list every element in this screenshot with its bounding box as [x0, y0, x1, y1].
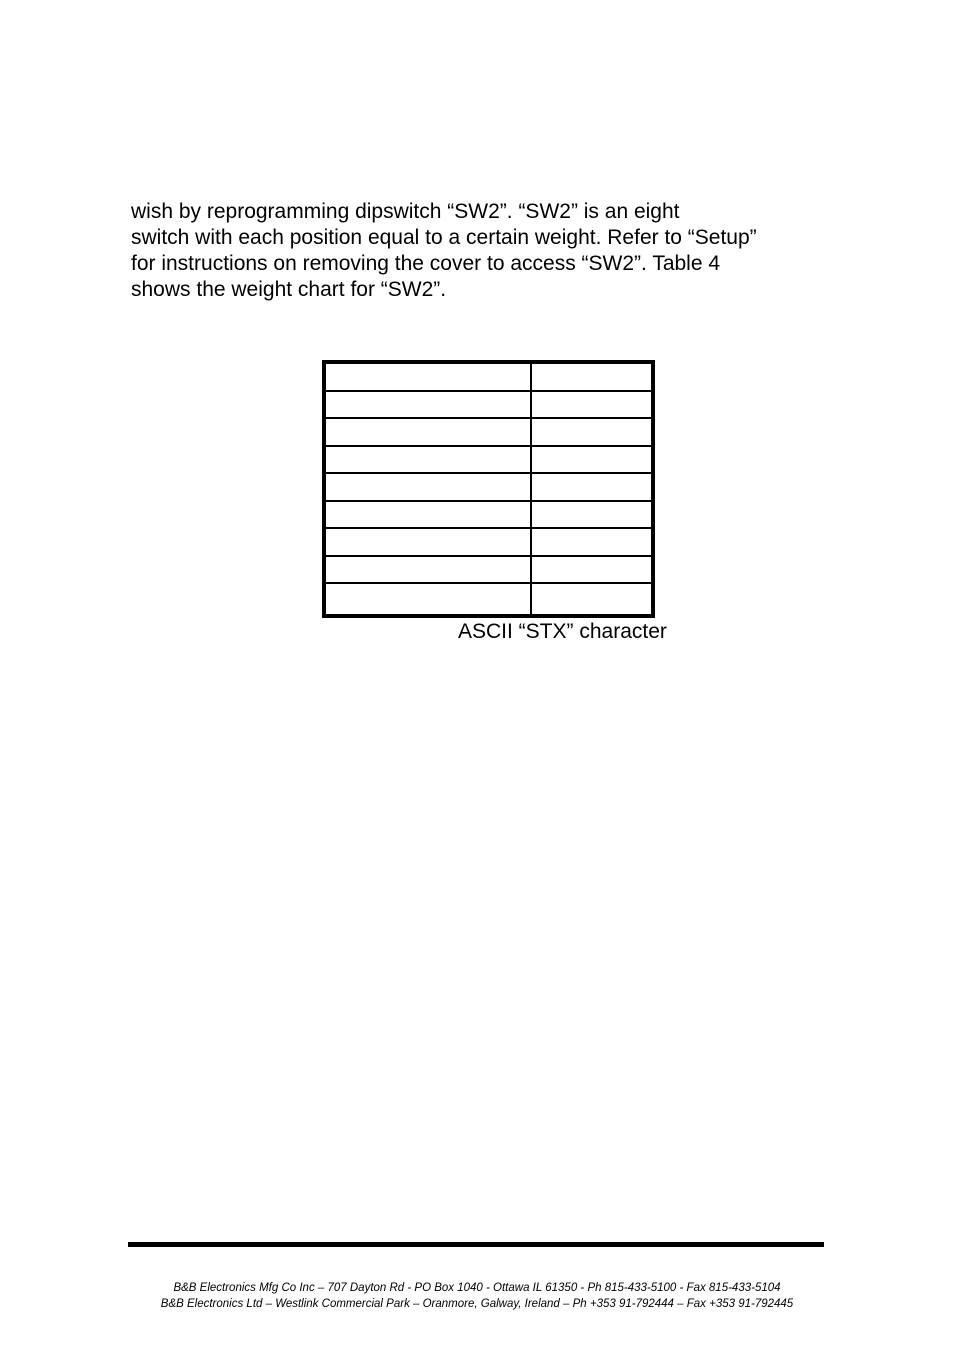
table-caption: ASCII “STX” character — [458, 620, 667, 643]
table-row — [326, 584, 651, 612]
body-line: wish by reprogramming dipswitch “SW2”. “SW2” is an eight — [131, 200, 680, 223]
table-row — [326, 529, 651, 557]
table-cell-position — [326, 502, 332, 528]
table-cell-position — [326, 474, 332, 500]
table-row — [326, 474, 651, 502]
body-paragraph — [131, 199, 831, 303]
table-row — [326, 447, 651, 475]
footer-rule — [128, 1242, 824, 1247]
table-cell-weight — [532, 419, 538, 445]
body-line: shows the weight chart for “SW2”. — [131, 278, 447, 301]
table-cell-weight — [532, 364, 538, 390]
table-cell-weight — [532, 584, 538, 612]
table-row — [326, 392, 651, 420]
footer-address-ireland: B&B Electronics Ltd – Westlink Commercial Park – Oranmore, Galway, Ireland – Ph +353 91-792444 – Fax +353 91-792445 — [160, 1298, 794, 1310]
table-row — [326, 502, 651, 530]
body-line: switch with each position equal to a certain weight. Refer to “Setup” — [131, 226, 757, 249]
table-cell-position — [326, 364, 332, 390]
table-row — [326, 364, 651, 392]
table-cell-position — [326, 529, 332, 555]
table-row — [326, 419, 651, 447]
table-cell-weight — [532, 529, 538, 555]
footer-address-us: B&B Electronics Mfg Co Inc – 707 Dayton Rd - PO Box 1040 - Ottawa IL 61350 - Ph 815-433-5100 - Fax 815-433-5104 — [173, 1282, 781, 1294]
table-row — [326, 557, 651, 585]
table-cell-position — [326, 584, 332, 612]
table-cell-position — [326, 447, 332, 473]
table-cell-weight — [532, 474, 538, 500]
table-cell-position — [326, 557, 332, 583]
table-cell-weight — [532, 557, 538, 583]
table-cell-weight — [532, 447, 538, 473]
body-line: for instructions on removing the cover to access “SW2”. Table 4 — [131, 252, 721, 275]
table-cell-weight — [532, 502, 538, 528]
table-cell-weight — [532, 392, 538, 418]
sw2-weight-table — [322, 360, 655, 618]
table-cell-position — [326, 392, 332, 418]
table-cell-position — [326, 419, 332, 445]
